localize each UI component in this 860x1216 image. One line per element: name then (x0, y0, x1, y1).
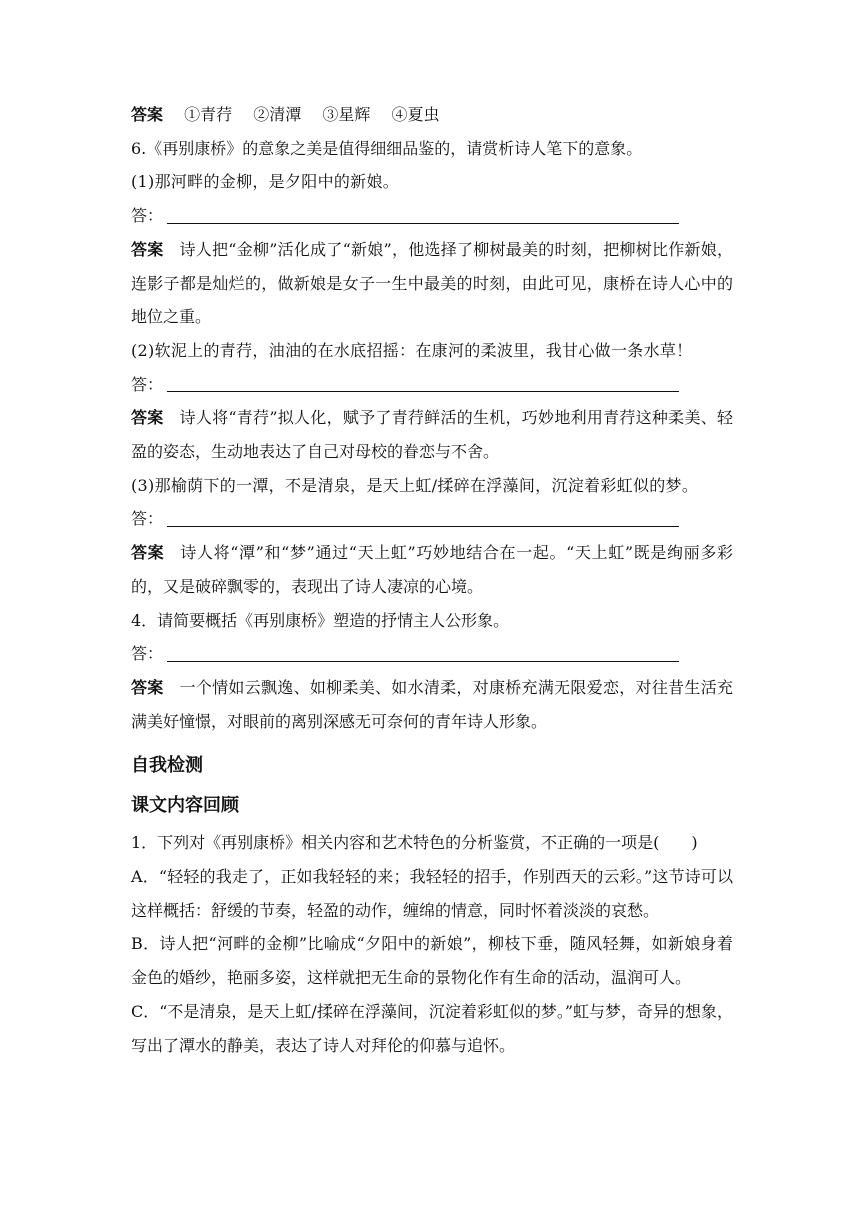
answer-blank[interactable] (167, 373, 679, 392)
answer-prefix: 答： (131, 509, 164, 529)
answer-item: ④夏虫 (391, 105, 440, 124)
answer-blank-line (131, 368, 733, 402)
answer-item: ②清潭 (253, 105, 302, 124)
answer-text: 诗人把“金柳”活化成了“新娘”，他选择了柳树最美的时刻，把柳树比作新娘，连影子都是灿烂的，做新娘是女子一生中最美的时刻，由此可见，康桥在诗人心中的地位之重。 (131, 239, 733, 327)
answer-blank[interactable] (167, 643, 679, 662)
answer-text: 诗人将“潭”和“梦”通过“天上虹”巧妙地结合在一起。“天上虹”既是绚丽多彩的，又是破碎飘零的，表现出了诗人凄凉的心境。 (131, 543, 733, 596)
answer-blank[interactable] (167, 508, 679, 527)
answer-blank-line (131, 199, 733, 233)
answer-prefix: 答： (131, 374, 164, 394)
answer-blank-line (131, 502, 733, 536)
answer-prefix: 答： (131, 644, 164, 664)
question-6-2-quote: (2)软泥上的青荇，油油的在水底招摇：在康河的柔波里，我甘心做一条水草！ (131, 340, 693, 360)
answer-prefix: 答： (131, 206, 164, 226)
answer-label: 答案 (131, 543, 165, 563)
answer-label: 答案 (131, 105, 164, 124)
answer-text: 诗人将“青荇”拟人化，赋予了青荇鲜活的生机，巧妙地利用青荇这种柔美、轻盈的姿态，生动地表达了自己对母校的眷恋与不舍。 (131, 408, 733, 462)
answer-label: 答案 (131, 408, 164, 428)
answer-label: 答案 (131, 239, 164, 259)
mc-option-c: C．“不是清泉，是天上虹/揉碎在浮藻间，沉淀着彩虹似的梦。”虹与梦，奇异的想象，写出了潭水的静美，表达了诗人对拜伦的仰慕与追怀。 (131, 1001, 733, 1055)
answer-blank[interactable] (167, 205, 679, 224)
question-6-2-answer (131, 401, 733, 468)
document-page (131, 98, 733, 1062)
question-6-stem: 6.《再别康桥》的意象之美是值得细细品鉴的，请赏析诗人笔下的意象。 (131, 138, 643, 158)
section-title: 自我检测 (131, 755, 203, 777)
question-4-stem: 4．请简要概括《再别康桥》塑造的抒情主人公形象。 (131, 610, 510, 630)
question-6-3-answer (131, 536, 733, 603)
question-4-answer (131, 671, 733, 738)
answer-item: ③星辉 (322, 105, 371, 124)
section-subtitle: 课文内容回顾 (131, 795, 239, 817)
answer-items (184, 105, 439, 124)
answer-label: 答案 (131, 677, 164, 697)
answer-blank-line (131, 637, 733, 671)
answer-text: 一个情如云飘逸、如柳柔美、如水清柔，对康桥充满无限爱恋，对往昔生活充满美好憧憬，对眼前的离别深感无可奈何的青年诗人形象。 (131, 677, 733, 731)
question-6-1-quote: (1)那河畔的金柳，是夕阳中的新娘。 (131, 172, 400, 192)
answer-item: ①青荇 (184, 105, 233, 124)
question-6-1-answer (131, 233, 733, 334)
mc-question-1-stem: 1．下列对《再别康桥》相关内容和艺术特色的分析鉴赏，不正确的一项是( ) (131, 833, 698, 853)
mc-option-a: A．“轻轻的我走了，正如我轻轻的来；我轻轻的招手，作别西天的云彩。”这节诗可以这样概括：舒缓的节奏，轻盈的动作，缠绵的情意，同时怀着淡淡的哀愁。 (131, 867, 733, 920)
mc-option-b: B．诗人把“河畔的金柳”比喻成“夕阳中的新娘”，柳枝下垂，随风轻舞，如新娘身着金色的婚纱，艳丽多姿，这样就把无生命的景物化作有生命的活动，温润可人。 (131, 934, 733, 988)
question-6-3-quote: (3)那榆荫下的一潭，不是清泉，是天上虹/揉碎在浮藻间，沉淀着彩虹似的梦。 (131, 475, 699, 495)
q5-answer-line (131, 98, 733, 132)
